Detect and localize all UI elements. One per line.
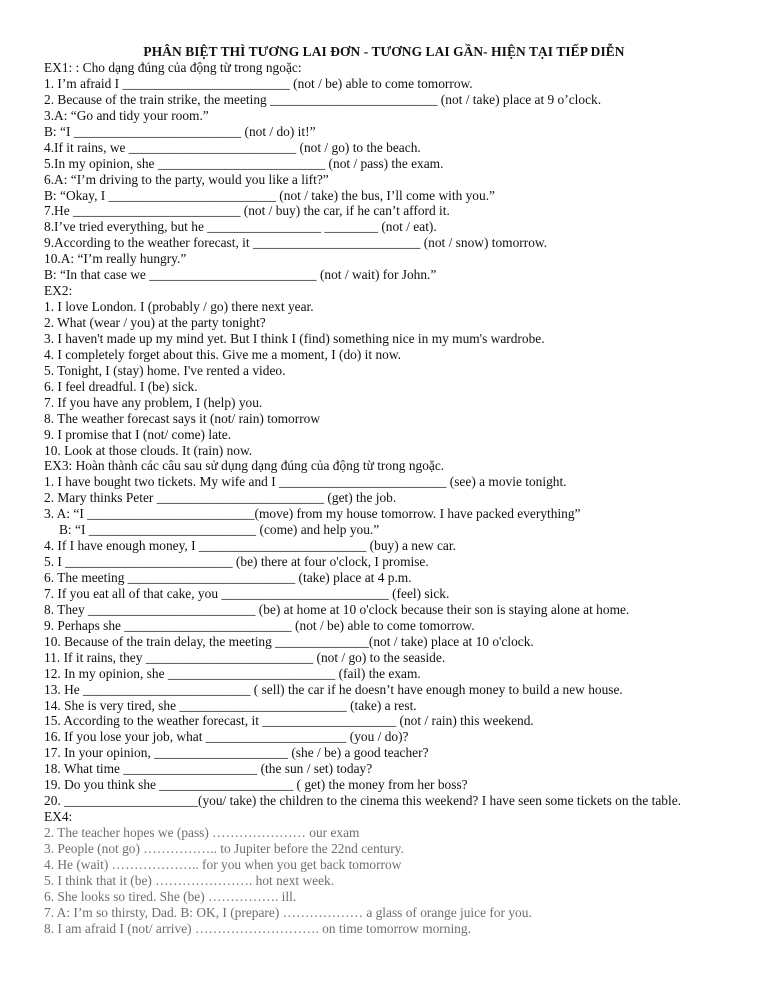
ex3-item-17: 17. In your opinion, ____________________ (she / be) a good teacher? <box>44 745 429 761</box>
ex2-heading: EX2: <box>44 283 73 299</box>
ex1-item-10b: B: “In that case we _________________________ (not / wait) for John.” <box>44 267 437 283</box>
ex1-item-9: 9.According to the weather forecast, it _________________________ (not / snow) tomorrow. <box>44 235 548 251</box>
ex3-item-19: 19. Do you think she ____________________ ( get) the money from her boss? <box>44 777 468 793</box>
ex3-heading: EX3: Hoàn thành các câu sau sử dụng dạng đúng của động từ trong ngoặc. <box>44 458 445 474</box>
document-title: PHÂN BIỆT THÌ TƯƠNG LAI ĐƠN - TƯƠNG LAI GẦN- HIỆN TẠI TIẾP DIỄN <box>143 44 625 59</box>
ex3-item-5: 5. I _________________________ (be) there at four o'clock, I promise. <box>44 554 429 570</box>
ex3-item-9: 9. Perhaps she _________________________ (not / be) able to come tomorrow. <box>44 617 475 633</box>
ex2-item-9: 9. I promise that I (not/ come) late. <box>44 426 232 442</box>
ex3-item-10: 10. Because of the train delay, the meeting ______________(not / take) place at 10 o'clock. <box>44 633 534 649</box>
ex2-item-1: 1. I love London. I (probably / go) there next year. <box>44 299 314 315</box>
ex2-item-5: 5. Tonight, I (stay) home. I've rented a video. <box>44 362 286 378</box>
ex3-item-15: 15. According to the weather forecast, it ____________________ (not / rain) this weekend. <box>44 713 534 729</box>
ex1-item-4: 4.If it rains, we _________________________ (not / go) to the beach. <box>44 139 421 155</box>
ex3-item-20: 20. ____________________(you/ take) the children to the cinema this weekend? I have seen some tickets on the table. <box>44 793 681 809</box>
ex1-item-6b: B: “Okay, I _________________________ (not / take) the bus, I’ll come with you.” <box>44 187 495 203</box>
ex2-item-8: 8. The weather forecast says it (not/ rain) tomorrow <box>44 410 321 426</box>
ex3-item-14: 14. She is very tired, she _________________________ (take) a rest. <box>44 697 417 713</box>
ex1-item-6a: 6.A: “I’m driving to the party, would you like a lift?” <box>44 171 329 187</box>
ex1-item-7: 7.He _________________________ (not / buy) the car, if he can’t afford it. <box>44 203 450 219</box>
ex2-item-3: 3. I haven't made up my mind yet. But I think I (find) something nice in my mum's wardrobe. <box>44 330 545 346</box>
ex1-item-5: 5.In my opinion, she _________________________ (not / pass) the exam. <box>44 155 444 171</box>
ex3-item-2: 2. Mary thinks Peter _________________________ (get) the job. <box>44 490 397 506</box>
ex3-item-6: 6. The meeting _________________________ (take) place at 4 p.m. <box>44 570 412 585</box>
ex3-item-16: 16. If you lose your job, what _____________________ (you / do)? <box>44 729 409 745</box>
ex1-heading: EX1: : Cho dạng đúng của động từ trong ngoặc: <box>44 60 302 75</box>
ex4-item-7: 7. A: I’m so thirsty, Dad. B: OK, I (prepare) ……………… a glass of orange juice for you. <box>44 904 532 920</box>
exercise-body <box>44 60 744 937</box>
ex3-item-3b: B: “I _________________________ (come) and help you.” <box>59 522 380 538</box>
ex4-item-3: 3. People (not go) …………….. to Jupiter before the 22nd century. <box>44 840 404 856</box>
ex3-item-11: 11. If it rains, they _________________________ (not / go) to the seaside. <box>44 649 446 665</box>
ex3-item-13: 13. He _________________________ ( sell) the car if he doesn’t have enough money to build a new house. <box>44 681 623 697</box>
ex4-item-5: 5. I think that it (be) …………………. hot next week. <box>44 872 335 888</box>
ex4-item-2: 2. The teacher hopes we (pass) ………………… our exam <box>44 825 360 840</box>
ex2-item-7: 7. If you have any problem, I (help) you. <box>44 394 263 410</box>
ex2-item-4: 4. I completely forget about this. Give me a moment, I (do) it now. <box>44 346 402 362</box>
ex2-item-10: 10. Look at those clouds. It (rain) now. <box>44 442 253 458</box>
ex3-item-3a: 3. A: “I _________________________(move) from my house tomorrow. I have packed everything” <box>44 506 581 522</box>
ex4-item-8: 8. I am afraid I (not/ arrive) ………………………. on time tomorrow morning. <box>44 920 471 936</box>
ex4-item-6: 6. She looks so tired. She (be) ……………. ill. <box>44 888 297 904</box>
ex1-item-10a: 10.A: “I’m really hungry.” <box>44 251 187 267</box>
ex1-item-3b: B: “I _________________________ (not / do) it!” <box>44 123 316 139</box>
ex3-item-4: 4. If I have enough money, I _________________________ (buy) a new car. <box>44 538 456 554</box>
ex1-item-1: 1. I’m afraid I _________________________ (not / be) able to come tomorrow. <box>44 75 473 91</box>
ex4-heading: EX4: <box>44 809 73 825</box>
ex3-item-12: 12. In my opinion, she _________________________ (fail) the exam. <box>44 665 421 681</box>
ex1-item-3a: 3.A: “Go and tidy your room.” <box>44 107 209 123</box>
ex3-item-7: 7. If you eat all of that cake, you _________________________ (feel) sick. <box>44 585 450 601</box>
ex4-item-4: 4. He (wait) ……………….. for you when you get back tomorrow <box>44 856 402 872</box>
ex3-item-1: 1. I have bought two tickets. My wife and I _________________________ (see) a movie tonight. <box>44 474 567 490</box>
ex1-item-8: 8.I’ve tried everything, but he _________________ ________ (not / eat). <box>44 219 437 235</box>
ex3-item-18: 18. What time ____________________ (the sun / set) today? <box>44 761 373 777</box>
ex2-item-6: 6. I feel dreadful. I (be) sick. <box>44 378 198 394</box>
ex1-item-2: 2. Because of the train strike, the meeting _________________________ (not / take) place at 9 o’clock. <box>44 91 602 107</box>
ex2-item-2: 2. What (wear / you) at the party tonight? <box>44 315 266 330</box>
ex3-item-8: 8. They _________________________ (be) at home at 10 o'clock because their son is staying alone at home. <box>44 601 630 617</box>
